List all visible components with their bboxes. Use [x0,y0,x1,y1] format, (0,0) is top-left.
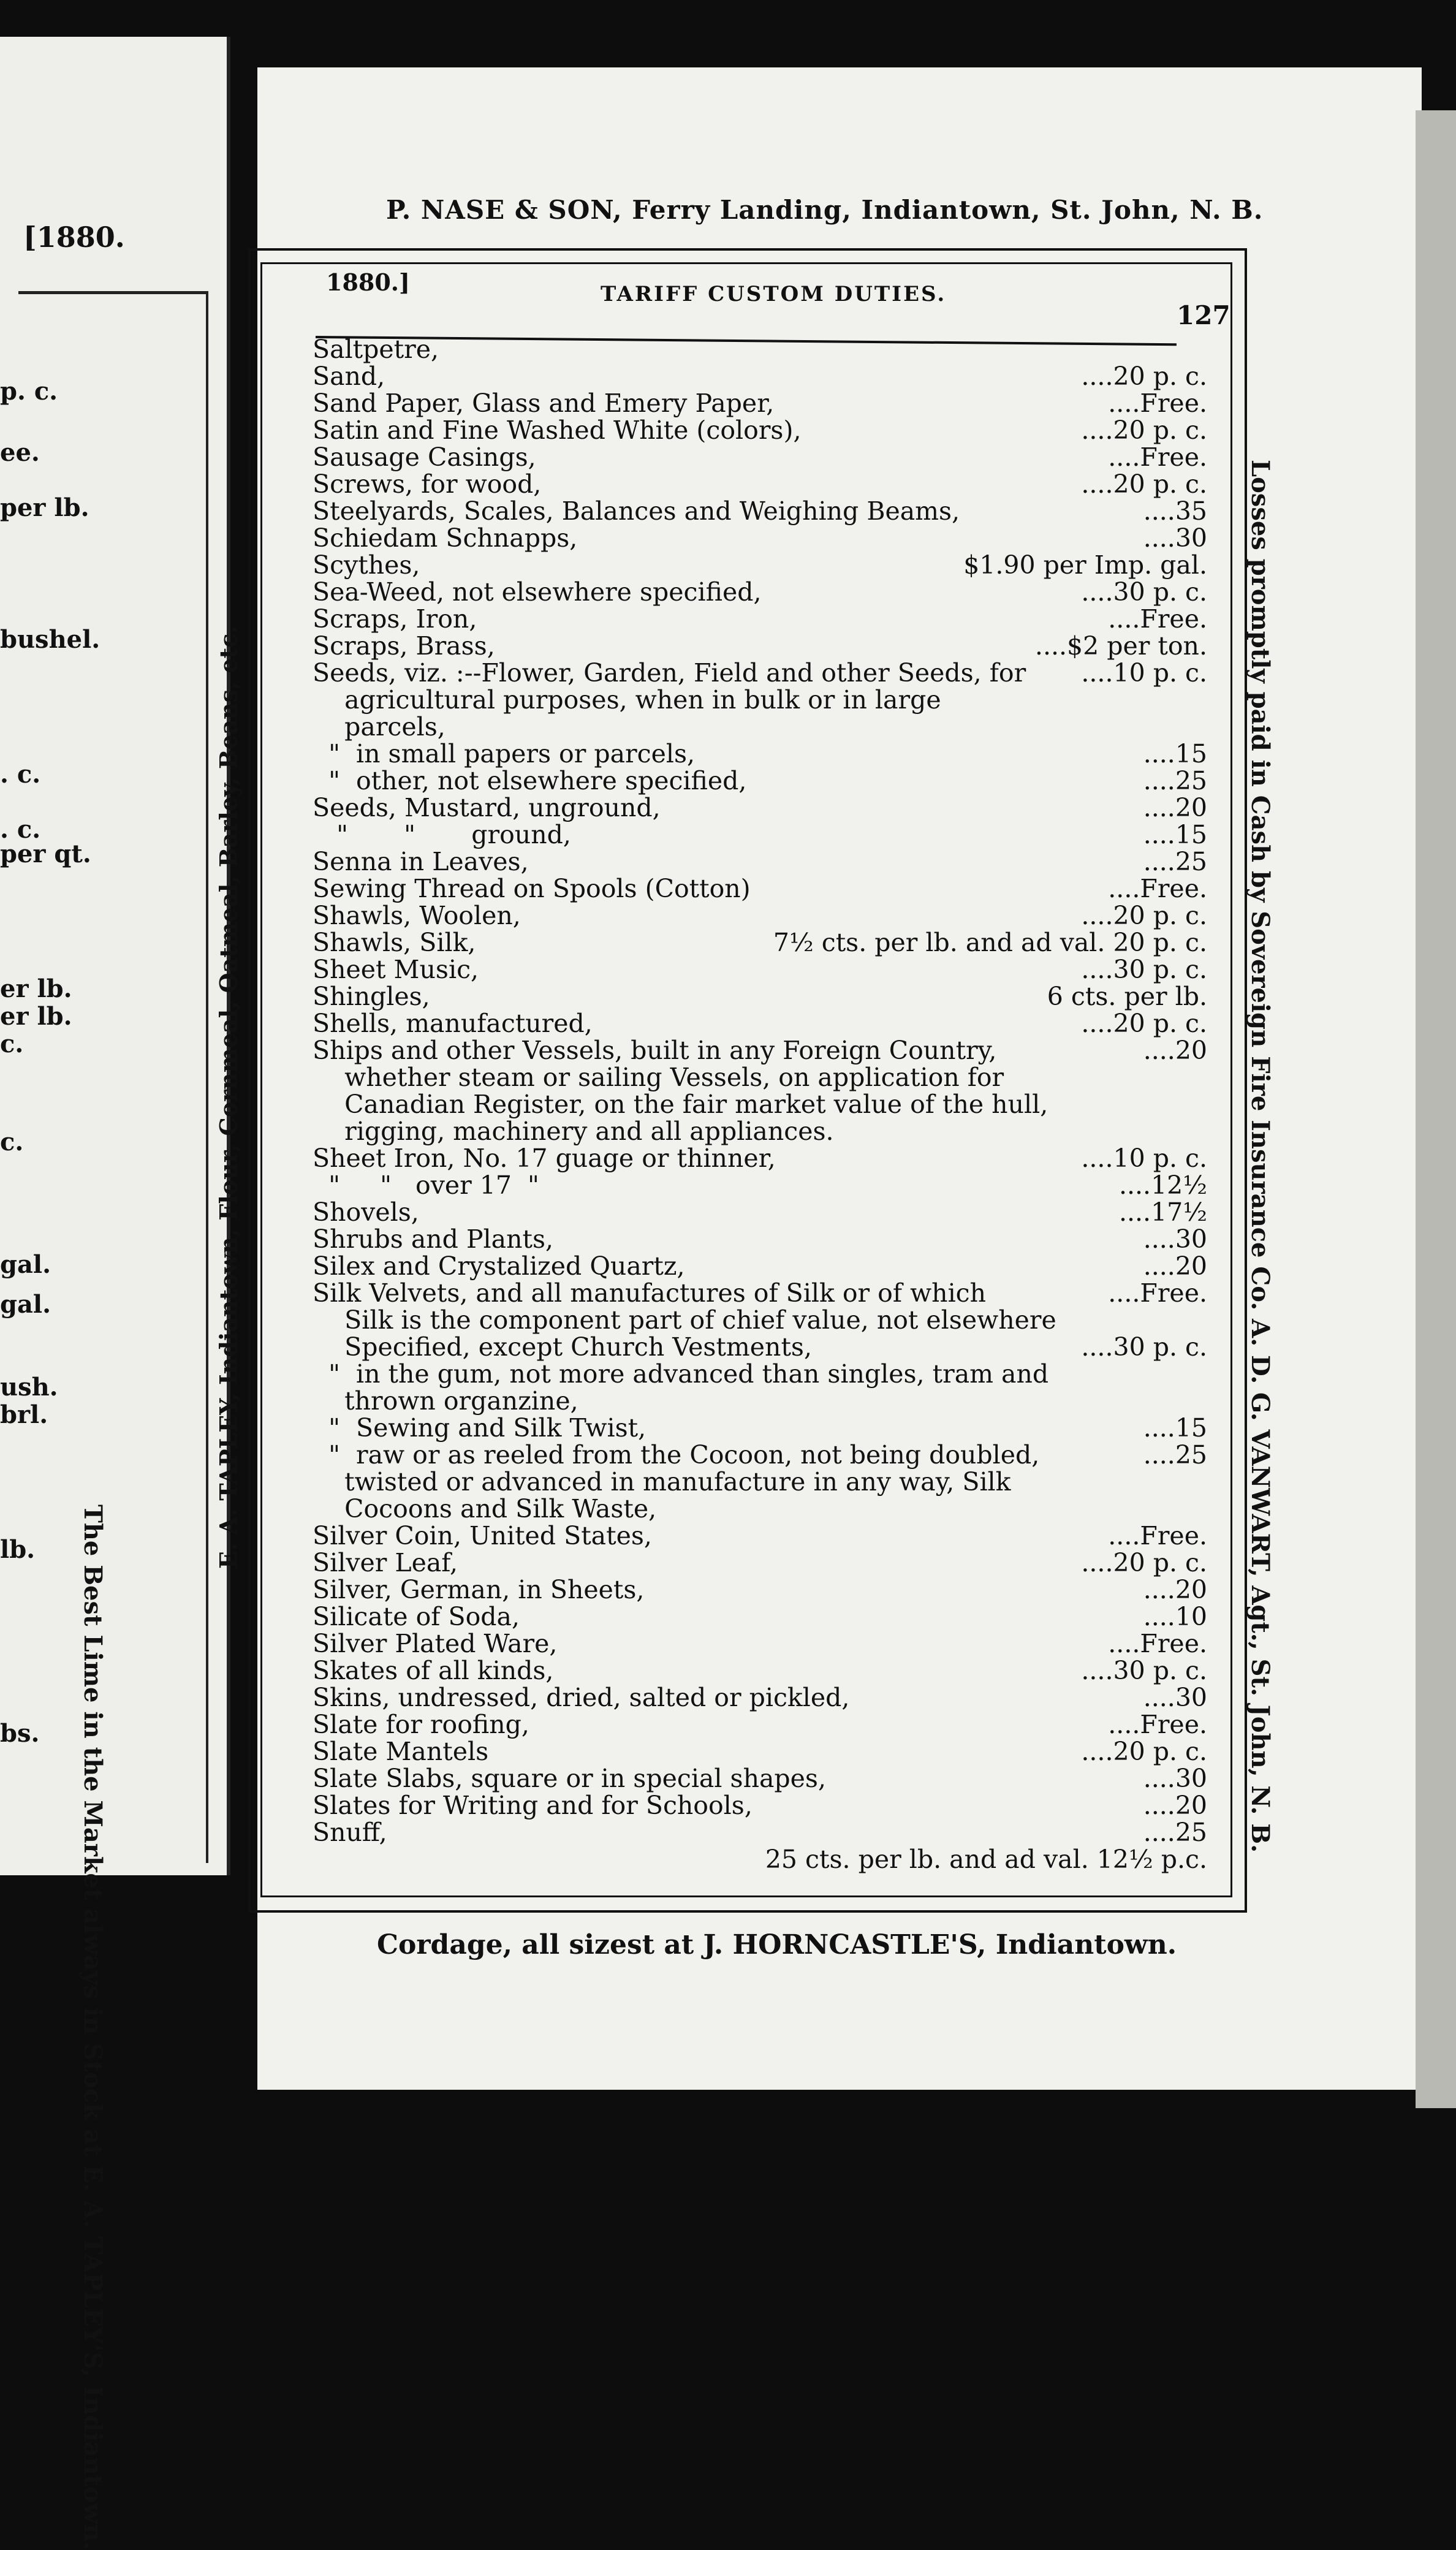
entry-rate: ....20 p. c. [1081,1737,1207,1766]
entry-name: Shawls, Woolen, [313,901,521,930]
left-fragment: brl. [0,1400,48,1429]
right-sidebar-ad: Losses promptly paid in Cash by Sovereign Fire Insurance Co. A. D. G. VANWART, Agt., St. John, N. B. [1246,460,1275,1853]
entry-name: Specified, except Church Vestments, [313,1332,812,1362]
tariff-entry [313,471,1207,498]
left-fragment: ush. [0,1373,58,1402]
tariff-entry [313,444,1207,471]
tariff-entry [313,579,1207,605]
entry-name: Shovels, [313,1197,419,1227]
entry-name: Seeds, viz. :--Flower, Garden, Field and other Seeds, for [313,658,1026,688]
entry-rate: ....$2 per ton. [1034,631,1207,661]
page-title: TARIFF CUSTOM DUTIES. [601,282,947,306]
entry-name: Slates for Writing and for Schools, [313,1791,753,1820]
entry-name: Canadian Register, on the fair market value of the hull, [313,1090,1048,1119]
tariff-entry [313,1819,1207,1846]
left-fragment: gal. [0,1250,51,1279]
entry-name: Silk is the component part of chief value, not elsewhere [313,1305,1056,1335]
entry-rate: ....12½ [1118,1171,1207,1200]
tariff-entry [313,1684,1207,1711]
left-fragment: bs. [0,1719,40,1748]
tariff-entry [313,1414,1207,1441]
tariff-entry [313,1846,1207,1873]
entry-name: Skates of all kinds, [313,1656,554,1685]
entry-name: Cocoons and Silk Waste, [313,1494,657,1524]
entry-name: " in small papers or parcels, [313,739,696,768]
tariff-entry [313,390,1207,417]
entry-rate: ....20 p. c. [1081,1009,1207,1038]
tariff-entry [313,336,1207,363]
entry-name: Slate Slabs, square or in special shapes, [313,1764,826,1793]
entry-rate: ....20 [1143,1251,1207,1281]
entry-name: Sheet Iron, No. 17 guage or thinner, [313,1144,776,1173]
tariff-entry [313,363,1207,390]
entry-rate: ....20 [1143,1575,1207,1604]
entry-name: Snuff, [313,1818,387,1847]
entry-rate: ....Free. [1108,874,1207,903]
entry-rate: $1.90 per Imp. gal. [963,550,1207,580]
entry-name: Silver, German, in Sheets, [313,1575,645,1604]
entry-rate: ....20 p. c. [1081,469,1207,499]
tariff-entry [313,902,1207,929]
left-fragment: . c. [0,760,41,789]
entry-rate: 25 cts. per lb. and ad val. 12½ p.c. [765,1845,1207,1874]
page-number: 127 [1177,300,1230,330]
entry-name: rigging, machinery and all appliances. [313,1117,834,1146]
tariff-entry [313,525,1207,552]
tariff-entry [313,1441,1207,1468]
entry-rate: ....10 p. c. [1081,1144,1207,1173]
tariff-entry [313,1468,1207,1495]
entry-name: whether steam or sailing Vessels, on application for [313,1063,1004,1092]
left-fragment: c. [0,1030,24,1058]
entry-name: twisted or advanced in manufacture in any way, Silk [313,1467,1011,1497]
entry-name: Satin and Fine Washed White (colors), [313,416,802,445]
entry-name: Ships and other Vessels, built in any Foreign Country, [313,1036,997,1065]
entry-rate: ....15 [1143,739,1207,768]
left-fragment: bushel. [0,625,100,654]
tariff-entry [313,605,1207,632]
page-footer-ad: Cordage, all sizest at J. HORNCASTLE'S, Indiantown. [377,1929,1177,1960]
entry-name: " " over 17 " [313,1171,539,1200]
entry-name: Slate Mantels [313,1737,489,1766]
entry-rate: ....20 [1143,1791,1207,1820]
entry-rate: ....30 [1143,1224,1207,1254]
tariff-entry [313,1334,1207,1360]
tariff-entry [313,1064,1207,1091]
left-fragment: . c. [0,815,41,844]
page-edge [1416,110,1456,2108]
tariff-entry [313,498,1207,525]
tariff-entry [313,1360,1207,1387]
entry-rate: ....30 [1143,1764,1207,1793]
entry-rate: ....20 [1143,1036,1207,1065]
left-page [0,37,230,2550]
entry-rate: ....25 [1143,766,1207,795]
entry-name: Sheet Music, [313,955,479,984]
left-page-frame [18,291,208,1863]
entry-name: Silver Leaf, [313,1548,458,1577]
entry-rate: ....17½ [1118,1197,1207,1227]
page-year: 1880.] [326,268,410,296]
entry-name: parcels, [313,712,446,742]
tariff-entry [313,632,1207,659]
entry-name: Scraps, Brass, [313,631,495,661]
left-page-year: [1880. [23,221,125,254]
tariff-entry [313,1226,1207,1253]
tariff-entry [313,1387,1207,1414]
tariff-entry [313,767,1207,794]
entry-rate: ....30 p. c. [1081,577,1207,607]
tariff-entry [313,1037,1207,1064]
entry-rate: ....30 p. c. [1081,955,1207,984]
entry-rate: ....20 p. c. [1081,1548,1207,1577]
entry-name: Scraps, Iron, [313,604,477,634]
entry-name: Senna in Leaves, [313,847,529,876]
entry-rate: ....30 p. c. [1081,1332,1207,1362]
tariff-entry [313,1495,1207,1522]
left-fragment: er lb. [0,1002,72,1031]
entry-name: Silver Plated Ware, [313,1629,558,1658]
entry-name: Shrubs and Plants, [313,1224,554,1254]
entry-name: Silver Coin, United States, [313,1521,652,1550]
left-fragment: per qt. [0,840,91,868]
tariff-entries [313,336,1207,1886]
tariff-entry [313,686,1207,713]
entry-rate: ....15 [1143,1413,1207,1443]
entry-rate: ....20 p. c. [1081,901,1207,930]
tariff-entry [313,1549,1207,1576]
tariff-entry [313,1711,1207,1738]
entry-rate: 6 cts. per lb. [1047,982,1207,1011]
entry-rate: ....30 [1143,1683,1207,1712]
entry-rate: ....Free. [1108,1278,1207,1308]
tariff-entry [313,794,1207,821]
left-fragment: per lb. [0,493,89,522]
tariff-entry [313,740,1207,767]
left-fragment: lb. [0,1535,36,1564]
entry-rate: ....25 [1143,847,1207,876]
entry-name: thrown organzine, [313,1386,578,1416]
entry-rate: ....Free. [1108,389,1207,418]
entry-name: Sea-Weed, not elsewhere specified, [313,577,762,607]
tariff-entry [313,848,1207,875]
tariff-entry [313,1630,1207,1657]
left-fragment: er lb. [0,974,72,1003]
entry-name: Shells, manufactured, [313,1009,593,1038]
entry-name: Sand Paper, Glass and Emery Paper, [313,389,775,418]
entry-rate: ....25 [1143,1440,1207,1470]
entry-name: Silk Velvets, and all manufactures of Silk or of which [313,1278,987,1308]
tariff-entry [313,821,1207,848]
entry-rate: ....30 p. c. [1081,1656,1207,1685]
page-header-ad: P. NASE & SON, Ferry Landing, Indiantown, St. John, N. B. [386,195,1264,225]
tariff-entry [313,1792,1207,1819]
entry-rate: ....10 p. c. [1081,658,1207,688]
entry-name: Sand, [313,362,385,391]
entry-name: Slate for roofing, [313,1710,529,1739]
entry-name: Steelyards, Scales, Balances and Weighing Beams, [313,496,960,526]
entry-name: " raw or as reeled from the Cocoon, not being doubled, [313,1440,1040,1470]
tariff-entry [313,1738,1207,1765]
tariff-entry [313,1145,1207,1172]
entry-rate: ....Free. [1108,1521,1207,1550]
tariff-entry [313,1199,1207,1226]
entry-name: Screws, for wood, [313,469,542,499]
tariff-entry [313,1603,1207,1630]
entry-rate: ....35 [1143,496,1207,526]
tariff-entry [313,552,1207,579]
left-fragment: c. [0,1128,24,1156]
tariff-entry [313,1118,1207,1145]
tariff-entry [313,1307,1207,1334]
entry-name: Schiedam Schnapps, [313,523,578,553]
entry-name: Sausage Casings, [313,442,536,472]
entry-name: Saltpetre, [313,335,439,364]
tariff-entry [313,713,1207,740]
entry-rate: ....20 p. c. [1081,416,1207,445]
entry-name: Sewing Thread on Spools (Cotton) [313,874,751,903]
tariff-entry [313,983,1207,1010]
tariff-entry [313,1576,1207,1603]
left-page-vertical-ad: The Best Lime in the Market always in Stock at E. A. TAPLEY'S, Indiantown. [78,1505,107,2550]
entry-name: Shawls, Silk, [313,928,476,957]
entry-name: Seeds, Mustard, unground, [313,793,661,822]
entry-name: Skins, undressed, dried, salted or pickled, [313,1683,850,1712]
left-fragment: gal. [0,1290,51,1319]
entry-rate: ....Free. [1108,1710,1207,1739]
tariff-entry [313,1091,1207,1118]
entry-rate: ....10 [1143,1602,1207,1631]
tariff-entry [313,1010,1207,1037]
entry-name: Shingles, [313,982,430,1011]
entry-name: Scythes, [313,550,420,580]
left-fragment: p. c. [0,377,58,406]
entry-name: Silex and Crystalized Quartz, [313,1251,685,1281]
entry-rate: ....20 p. c. [1081,362,1207,391]
entry-rate: ....30 [1143,523,1207,553]
tariff-entry [313,659,1207,686]
entry-name: " in the gum, not more advanced than singles, tram and [313,1359,1049,1389]
tariff-entry [313,875,1207,902]
entry-name: agricultural purposes, when in bulk or in large [313,685,941,715]
tariff-entry [313,1765,1207,1792]
tariff-entry [313,1657,1207,1684]
tariff-entry [313,1172,1207,1199]
entry-name: " " ground, [313,820,571,849]
entry-rate: ....25 [1143,1818,1207,1847]
tariff-entry [313,929,1207,956]
entry-name: Silicate of Soda, [313,1602,520,1631]
tariff-entry [313,956,1207,983]
entry-rate: ....20 [1143,793,1207,822]
tariff-entry [313,1280,1207,1307]
tariff-entry [313,1253,1207,1280]
entry-rate: 7½ cts. per lb. and ad val. 20 p. c. [773,928,1207,957]
tariff-entry [313,1522,1207,1549]
entry-rate: ....Free. [1108,1629,1207,1658]
entry-rate: ....Free. [1108,442,1207,472]
entry-rate: ....Free. [1108,604,1207,634]
tariff-entry [313,417,1207,444]
entry-name: " Sewing and Silk Twist, [313,1413,646,1443]
entry-name: " other, not elsewhere specified, [313,766,747,795]
entry-rate: ....15 [1143,820,1207,849]
left-fragment: ee. [0,438,40,467]
left-sidebar-ad: E. A. TAPLEY, Indiantown, Flour, Cornmeal, Oatmeal, Barley, Beans, etc. [214,625,242,1569]
